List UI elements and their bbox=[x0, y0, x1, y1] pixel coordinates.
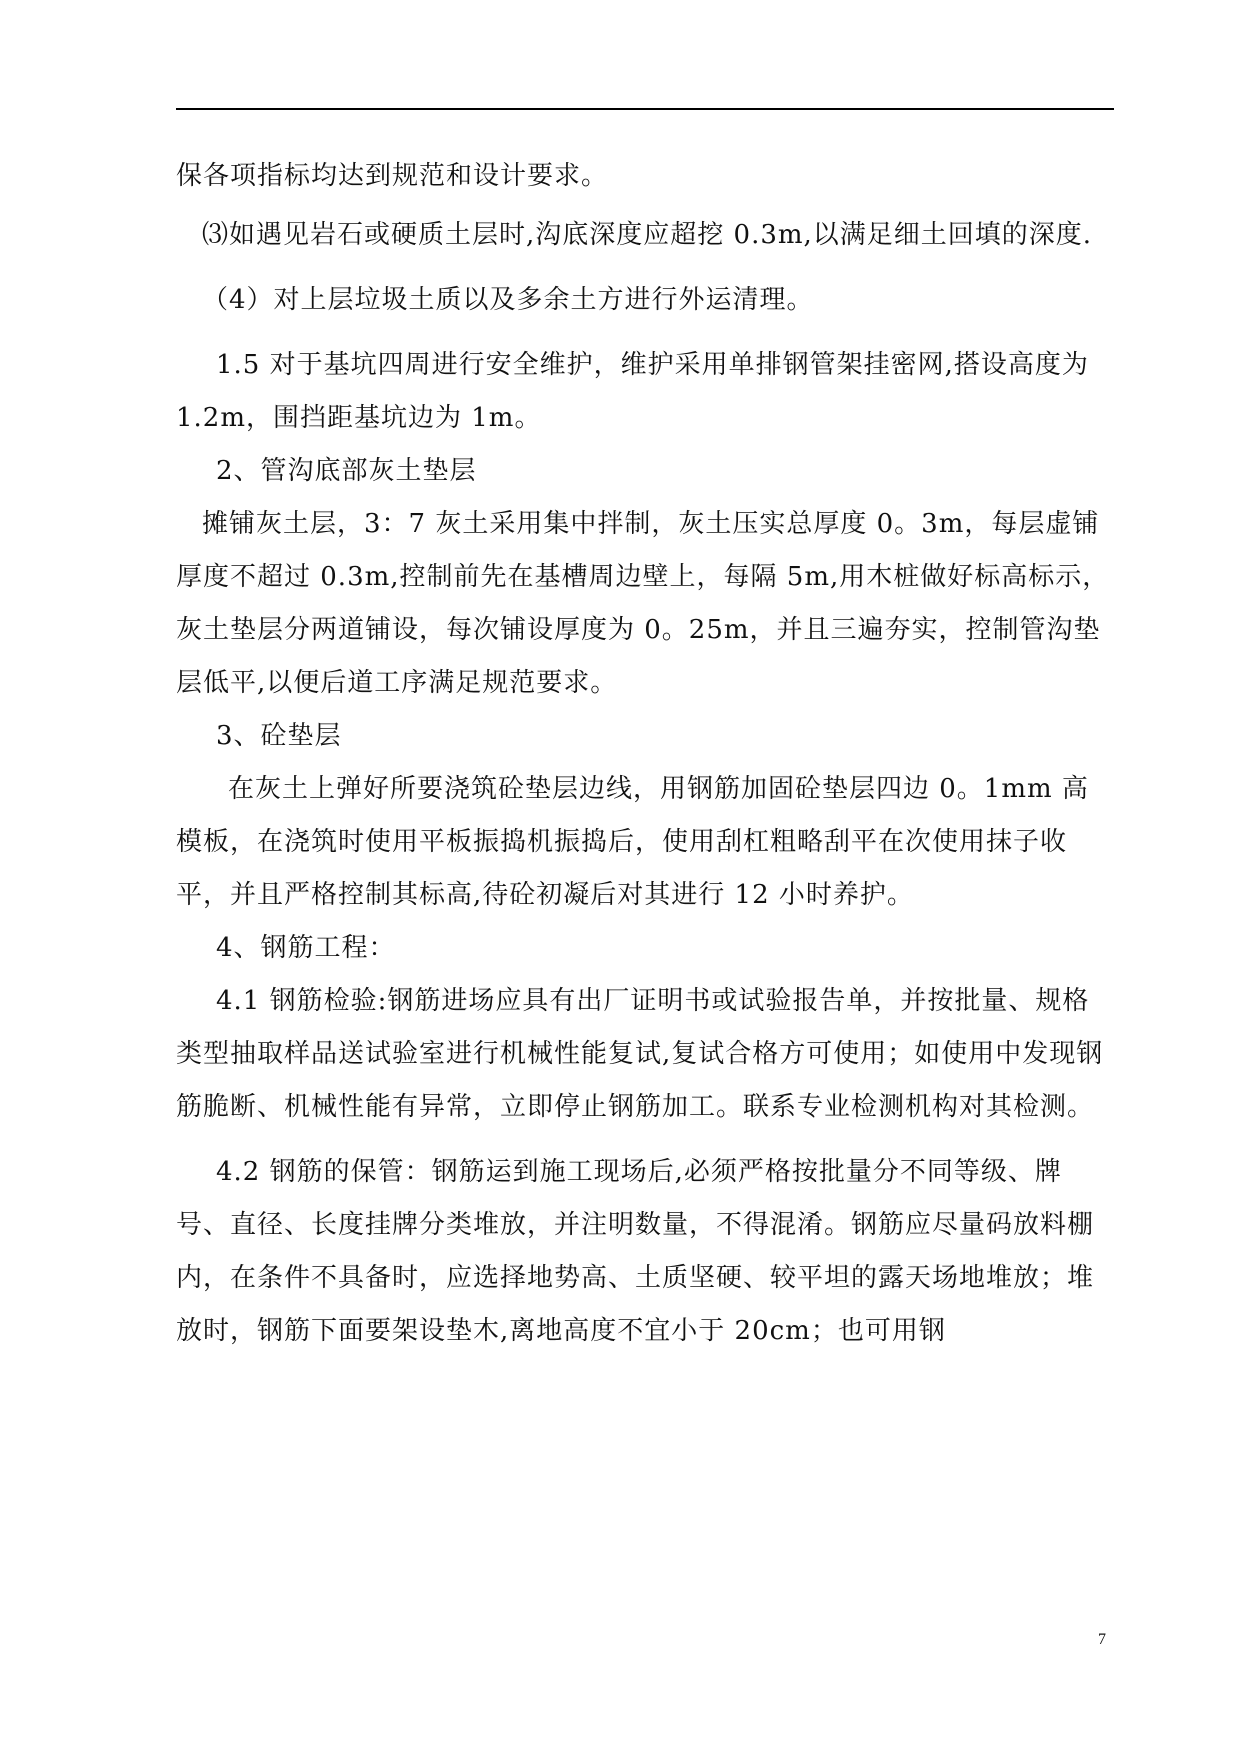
page-number: 7 bbox=[1098, 1631, 1106, 1648]
paragraph-item-4: （4）对上层垃圾土质以及多余土方进行外运清理。 bbox=[202, 285, 814, 315]
paragraph-item-3: ⑶如遇见岩石或硬质土层时,沟底深度应超挖 0.3m,以满足细土回填的深度. bbox=[202, 220, 1093, 250]
paragraph-section-2-body: 摊铺灰土层，3：7 灰土采用集中拌制，灰土压实总厚度 0。3m，每层虚铺厚度不超过 0.3m,控制前先在基槽周边壁上，每隔 5m,用木桩做好标高标示，灰土垫层分两道铺设，每次铺设厚度为 0。25m，并且三遍夯实，控制管沟垫层低平,以便后道工序满足规范要求。 bbox=[176, 509, 1110, 698]
paragraph-continuation: 保各项指标均达到规范和设计要求。 bbox=[176, 161, 609, 191]
heading-section-4: 4、钢筋工程： bbox=[216, 933, 396, 963]
document-body bbox=[176, 150, 1114, 1358]
heading-section-2: 2、管沟底部灰土垫层 bbox=[216, 456, 477, 486]
paragraph-section-4-1: 4.1 钢筋检验:钢筋进场应具有出厂证明书或试验报告单，并按批量、规格类型抽取样品送试验室进行机械性能复试,复试合格方可使用；如使用中发现钢筋脆断、机械性能有异常，立即停止钢筋加工。联系专业检测机构对其检测。 bbox=[176, 986, 1104, 1122]
paragraph-section-1-5: 1.5 对于基坑四周进行安全维护，维护采用单排钢管架挂密网,搭设高度为 1.2m，围挡距基坑边为 1m。 bbox=[176, 350, 1089, 433]
paragraph-section-3-body: 在灰土上弹好所要浇筑砼垫层边线，用钢筋加固砼垫层四边 0。1mm 高模板，在浇筑时使用平板振捣机振捣后，使用刮杠粗略刮平在次使用抹子收平，并且严格控制其标高,待砼初凝后对其进行 12 小时养护。 bbox=[176, 774, 1089, 910]
heading-section-3: 3、砼垫层 bbox=[216, 721, 342, 751]
paragraph-section-4-2: 4.2 钢筋的保管：钢筋运到施工现场后,必须严格按批量分不同等级、牌号、直径、长度挂牌分类堆放，并注明数量，不得混淆。钢筋应尽量码放料棚内，在条件不具备时，应选择地势高、土质坚硬、较平坦的露天场地堆放；堆放时，钢筋下面要架设垫木,离地高度不宜小于 20cm；也可用钢 bbox=[176, 1157, 1095, 1346]
header-rule bbox=[176, 108, 1114, 110]
